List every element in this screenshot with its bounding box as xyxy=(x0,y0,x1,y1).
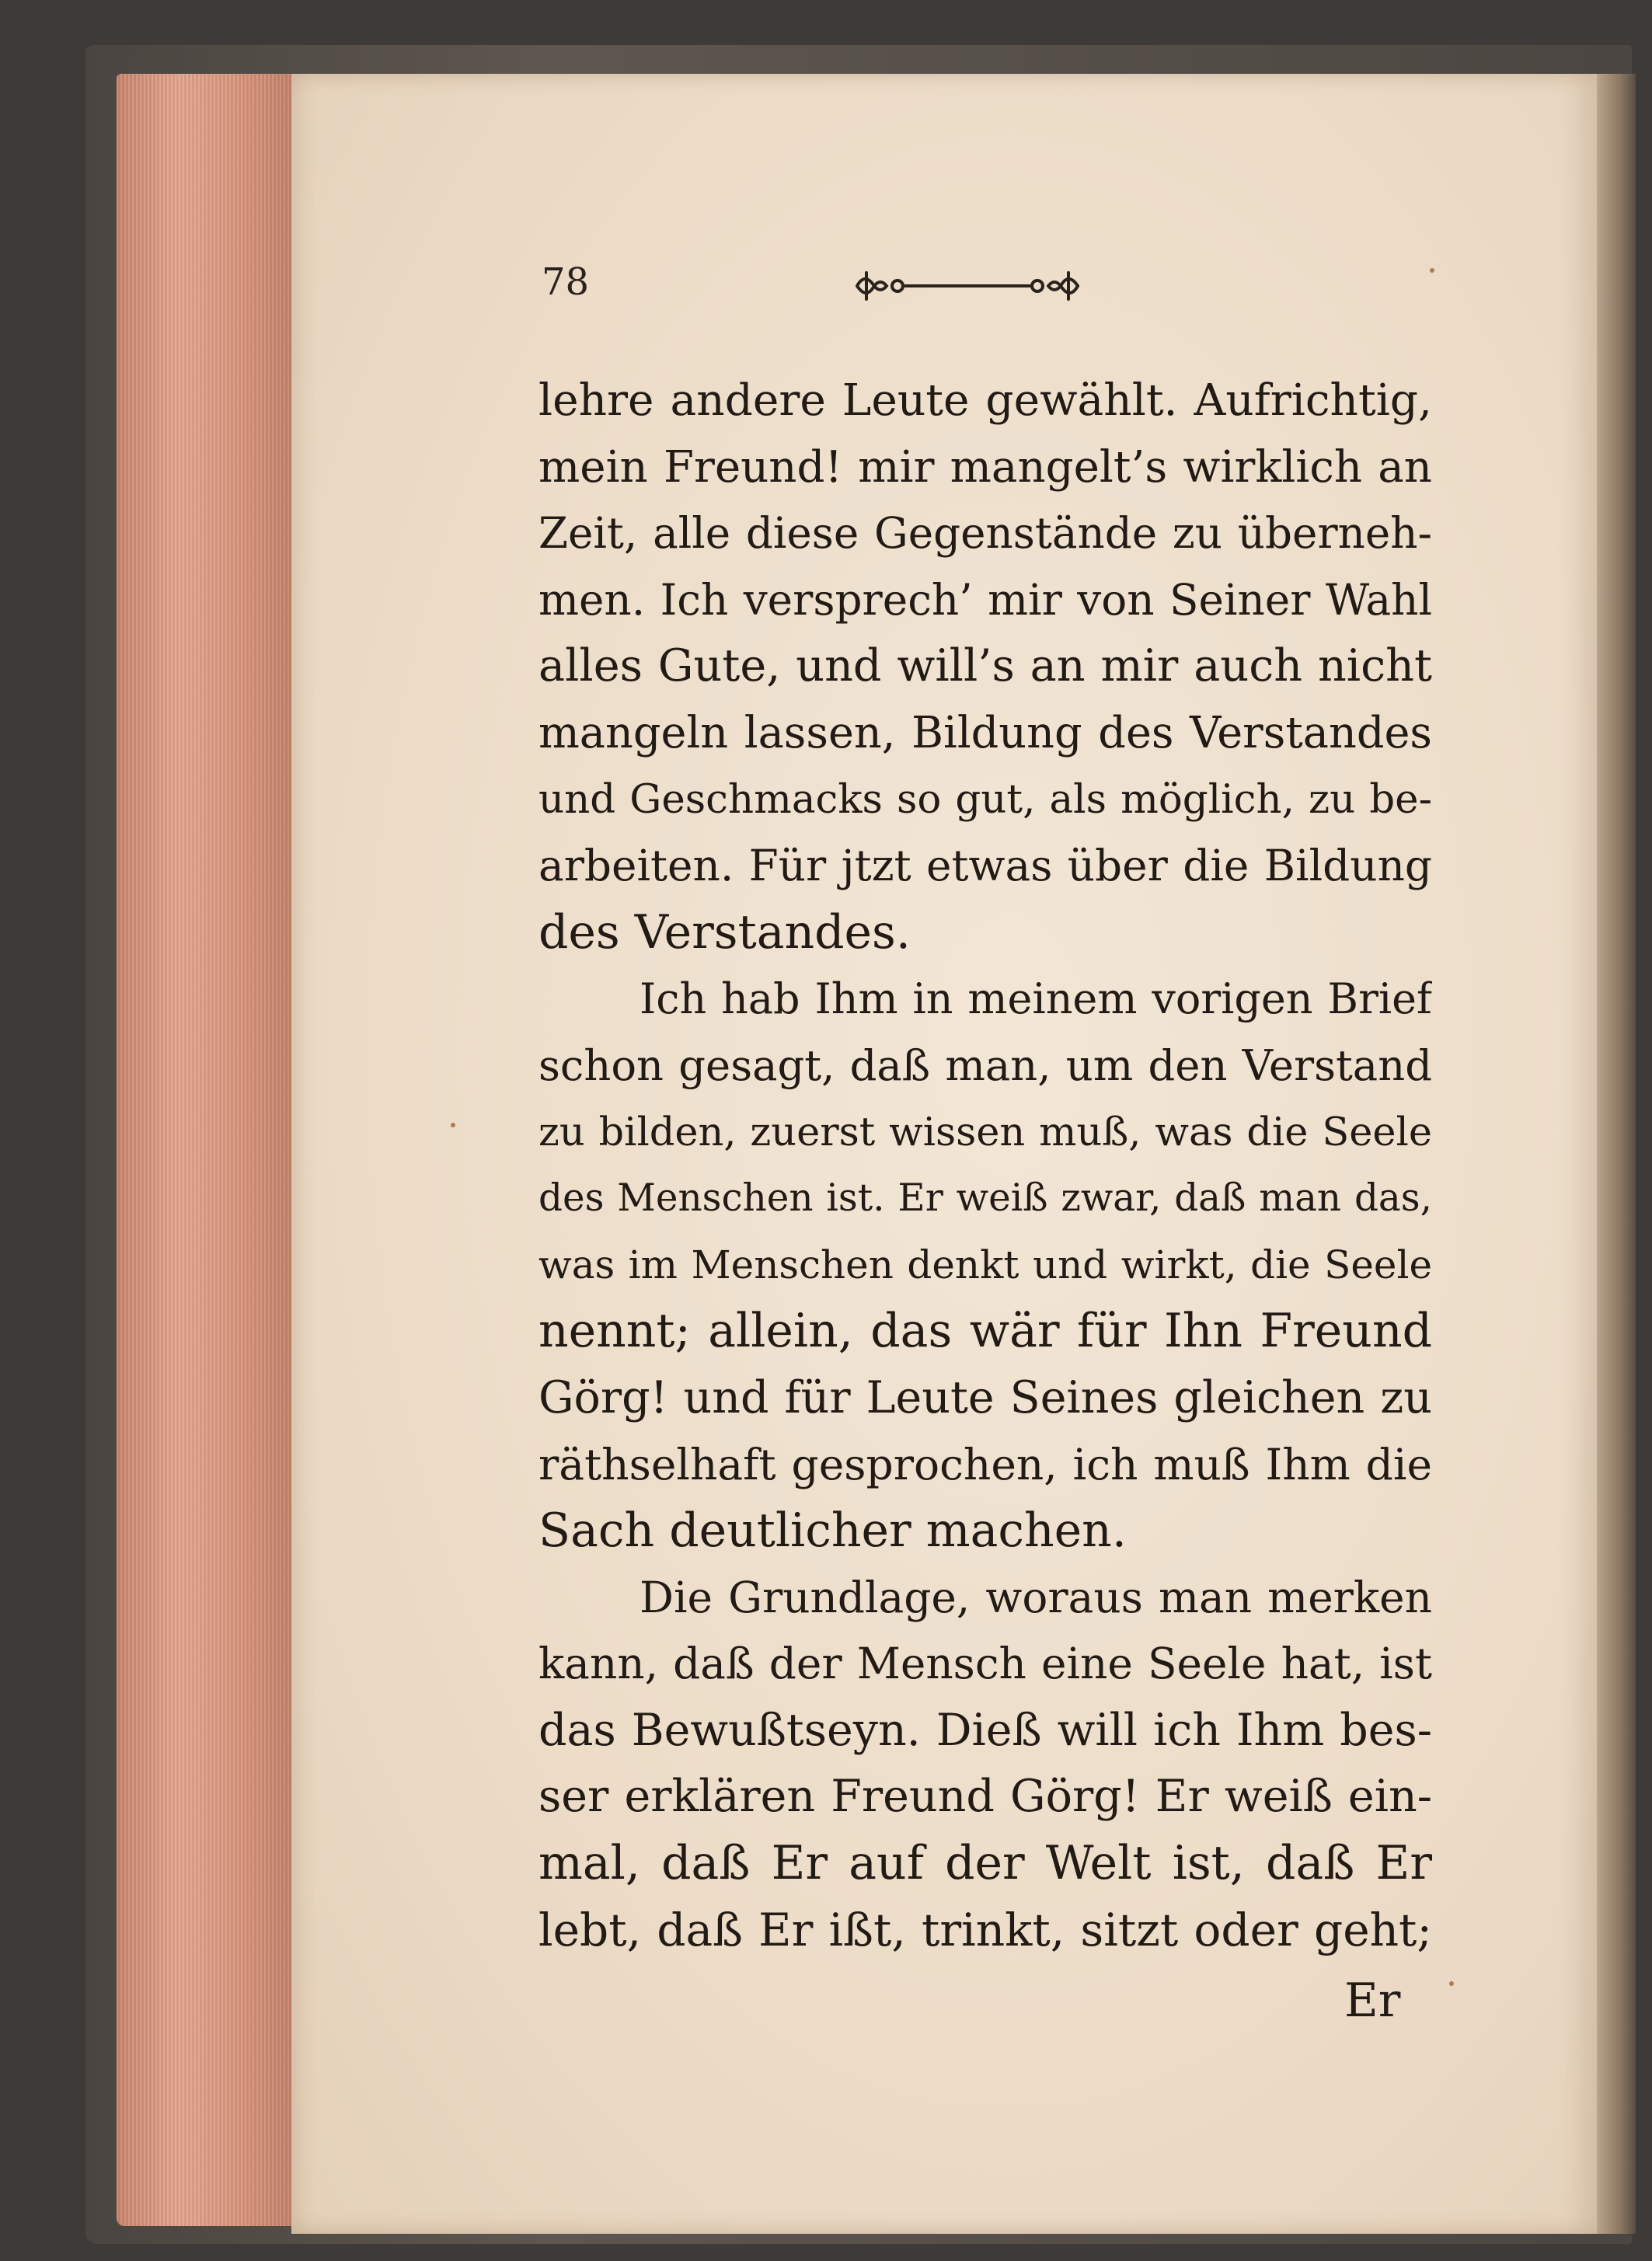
text-line: schon gesagt, daß man, um den Verstand xyxy=(538,1040,1432,1090)
paper-speck xyxy=(1430,268,1434,273)
text-line: mein Freund! mir mangelt’s wirklich an xyxy=(538,441,1432,493)
catchword: Er xyxy=(1344,1974,1401,2028)
text-line: arbeiten. Für jtzt etwas über die Bildung xyxy=(538,841,1432,891)
text-line: Ich hab Ihm in meinem vorigen Brief xyxy=(640,974,1432,1024)
text-line: und Geschmacks so gut, als möglich, zu be- xyxy=(538,775,1432,823)
book-page xyxy=(291,74,1597,2234)
text-line: des Verstandes. xyxy=(538,904,911,960)
text-line: alles Gute, und will’s an mir auch nicht xyxy=(538,640,1432,692)
text-line: mal, daß Er auf der Welt ist, daß Er xyxy=(538,1836,1432,1891)
page-gutter xyxy=(1597,74,1636,2234)
text-line: Zeit, alle diese Gegenstände zu überneh- xyxy=(538,508,1432,559)
paper-speck xyxy=(1449,1981,1454,1986)
text-line: des Menschen ist. Er weiß zwar, daß man das, xyxy=(538,1176,1432,1221)
text-line: nennt; allein, das wär für Ihn Freund xyxy=(538,1304,1432,1359)
printer-ornament-icon xyxy=(851,267,1084,305)
paper-speck xyxy=(451,1123,455,1127)
text-line: kann, daß der Mensch eine Seele hat, ist xyxy=(538,1639,1432,1689)
text-line: lebt, daß Er ißt, trinkt, sitzt oder geht; xyxy=(538,1903,1432,1956)
text-line: Sach deutlicher machen. xyxy=(538,1503,1127,1559)
text-line: das Bewußtseyn. Dieß will ich Ihm bes- xyxy=(538,1704,1432,1756)
text-line: was im Menschen denkt und wirkt, die Seele xyxy=(538,1242,1432,1287)
text-line: Görg! und für Leute Seines gleichen zu xyxy=(538,1371,1432,1423)
text-line: ser erklären Freund Görg! Er weiß ein- xyxy=(538,1771,1432,1823)
text-line: lehre andere Leute gewählt. Aufrichtig, xyxy=(538,375,1432,426)
text-line: zu bilden, zuerst wissen muß, was die Seele xyxy=(538,1109,1432,1155)
text-line: men. Ich versprech’ mir von Seiner Wahl xyxy=(538,574,1432,625)
page-fore-edge xyxy=(117,74,295,2226)
text-line: Die Grundlage, woraus man merken xyxy=(640,1572,1432,1622)
page-text xyxy=(538,368,1432,1963)
text-line: mangeln lassen, Bildung des Verstandes xyxy=(538,707,1432,758)
text-line: räthselhaft gesprochen, ich muß Ihm die xyxy=(538,1439,1432,1489)
page-number: 78 xyxy=(542,260,590,304)
